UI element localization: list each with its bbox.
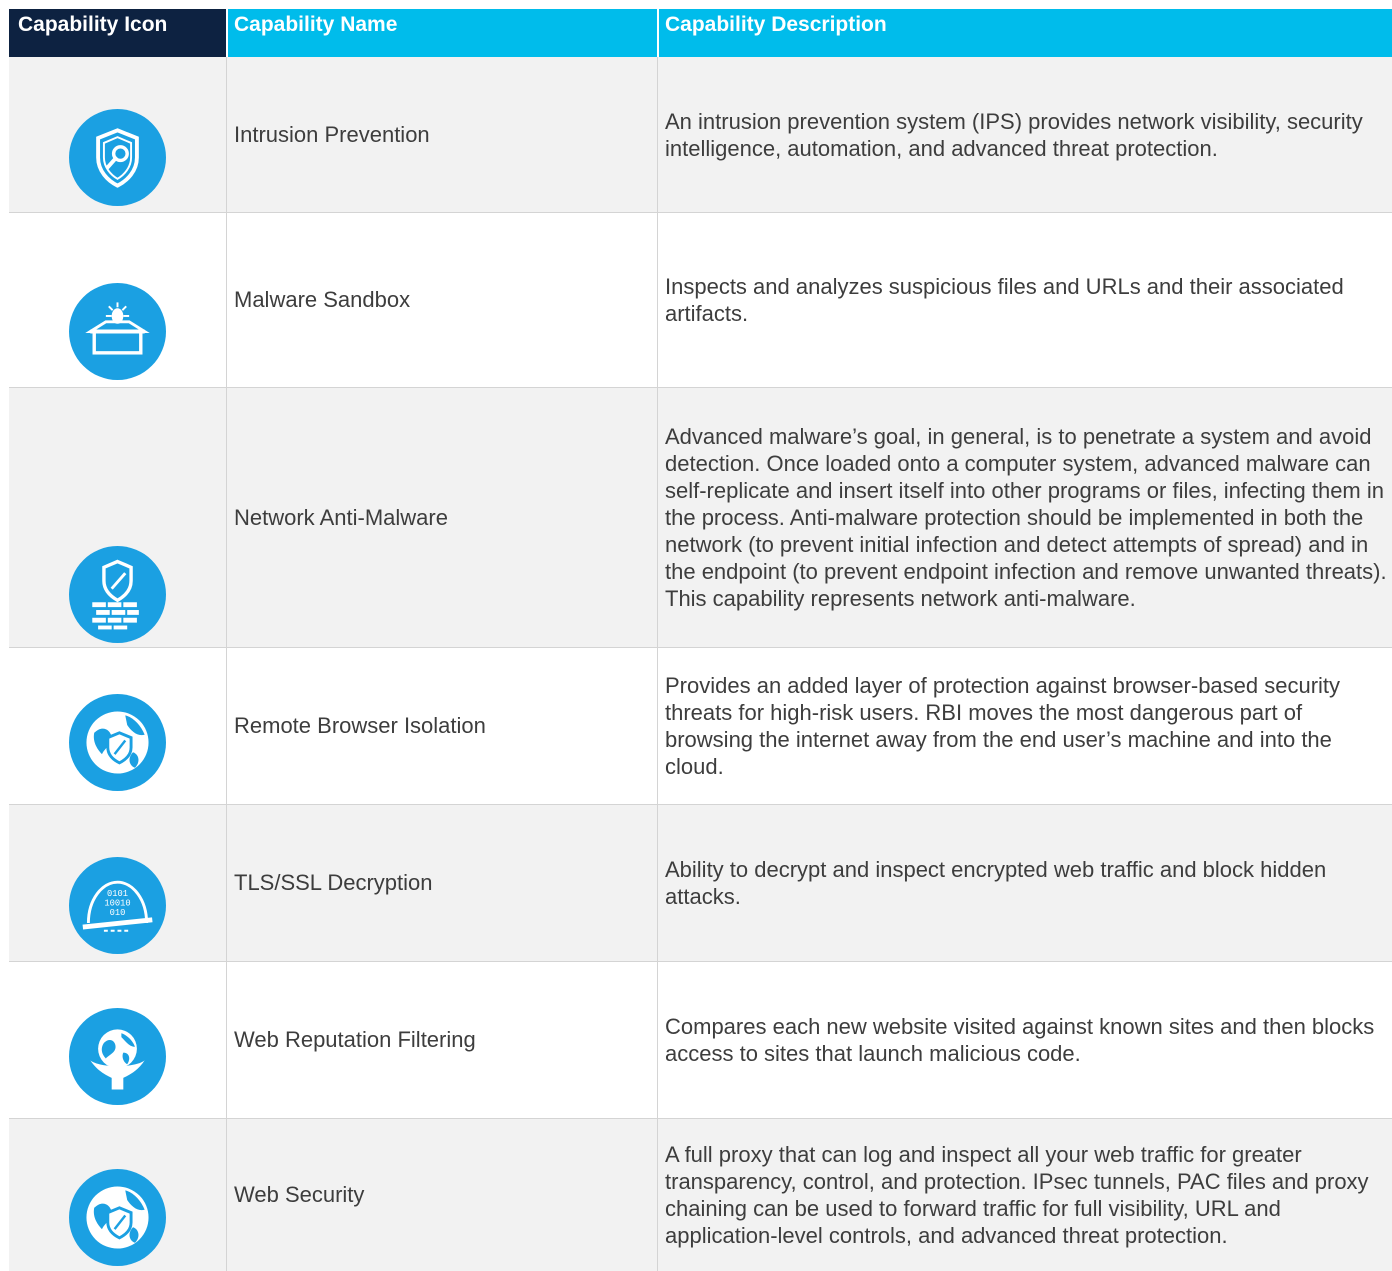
table-row xyxy=(9,1119,1392,1271)
header-capability-icon: Capability Icon xyxy=(9,9,226,57)
globe-shield-icon xyxy=(69,694,166,791)
sandbox-bug-icon xyxy=(69,283,166,380)
capability-description: Provides an added layer of protection against browser-based security threats for high-risk users. RBI moves the most dangerous part of browsing the internet away from the end user’s machine and into the cloud. xyxy=(657,648,1392,804)
capability-description: Inspects and analyzes suspicious files and URLs and their associated artifacts. xyxy=(657,213,1392,387)
capability-description: Advanced malware’s goal, in general, is to penetrate a system and avoid detection. Once loaded onto a computer system, advanced malware can self-replicate and insert itself into other programs or files, infecting them in the process. Anti-malware protection should be implemented in both the network (to prevent initial infection and detect attempts of spread) and in the endpoint (to prevent endpoint infection and remove unwanted threats). This capability represents network anti-malware. xyxy=(657,388,1392,647)
header-capability-description: Capability Description xyxy=(657,9,1392,57)
header-capability-name: Capability Name xyxy=(226,9,657,57)
svg-text:010: 010 xyxy=(109,908,126,919)
shield-search-icon xyxy=(69,109,166,206)
capability-name: Web Security xyxy=(226,1119,657,1271)
icon-cell xyxy=(9,962,226,1118)
capability-name: Intrusion Prevention xyxy=(226,57,657,212)
svg-text:10010: 10010 xyxy=(104,898,131,909)
table-header xyxy=(9,9,1392,57)
icon-cell xyxy=(9,213,226,387)
table-row xyxy=(9,213,1392,388)
capability-description: An intrusion prevention system (IPS) provides network visibility, security intelligence, automation, and advanced threat protection. xyxy=(657,57,1392,212)
icon-cell xyxy=(9,57,226,212)
capability-name: TLS/SSL Decryption xyxy=(226,805,657,961)
firewall-shield-icon xyxy=(69,546,166,643)
globe-shield-icon xyxy=(69,1169,166,1266)
capability-name: Web Reputation Filtering xyxy=(226,962,657,1118)
icon-cell xyxy=(9,805,226,961)
capability-description: Compares each new website visited against known sites and then blocks access to sites that launch malicious code. xyxy=(657,962,1392,1118)
capability-name: Network Anti-Malware xyxy=(226,388,657,647)
icon-cell xyxy=(9,1119,226,1271)
capability-name: Malware Sandbox xyxy=(226,213,657,387)
globe-funnel-icon xyxy=(69,1008,166,1105)
svg-text:0101: 0101 xyxy=(107,888,128,899)
icon-cell xyxy=(9,388,226,647)
table-row xyxy=(9,388,1392,648)
binary-tunnel-icon xyxy=(69,857,166,954)
table-row xyxy=(9,962,1392,1119)
capability-description: Ability to decrypt and inspect encrypted web traffic and block hidden attacks. xyxy=(657,805,1392,961)
table-row xyxy=(9,648,1392,805)
capability-table xyxy=(9,9,1392,1271)
table-row xyxy=(9,57,1392,213)
table-row xyxy=(9,805,1392,962)
capability-description: A full proxy that can log and inspect all your web traffic for greater transparency, control, and protection. IPsec tunnels, PAC files and proxy chaining can be used to forward traffic for full visibility, URL and application-level controls, and advanced threat protection. xyxy=(657,1119,1392,1271)
icon-cell xyxy=(9,648,226,804)
capability-name: Remote Browser Isolation xyxy=(226,648,657,804)
